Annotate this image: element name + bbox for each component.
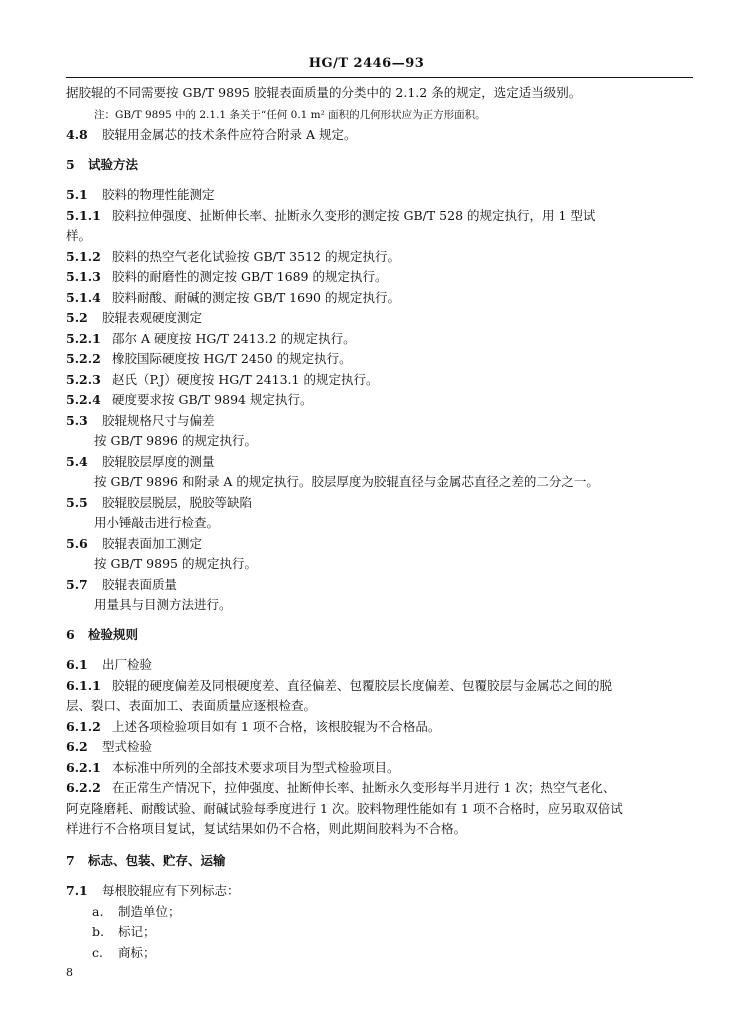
clause-5-2-3: 5.2.3 赵氏（P.J）硬度按 HG/T 2413.1 的规定执行。 [66,372,379,387]
clause-5-1-4: 5.1.4 胶料耐酸、耐碱的测定按 GB/T 1690 的规定执行。 [66,290,400,305]
clause-5-6: 5.6 胶辊表面加工测定 [66,536,203,551]
clause-6-2-2: 6.2.2 在正常生产情况下，拉伸强度、扯断伸长率、扯断永久变形每半月进行 1 次；热空气老化、 [66,780,616,795]
clause-6-2-2-continued-2: 样进行不合格项目复试，复试结果如仍不合格，则此期间胶料为不合格。 [66,821,467,836]
clause-5-1-1: 5.1.1 胶料拉伸强度、扯断伸长率、扯断永久变形的测定按 GB/T 528 的规定执行，用 1 型试 [66,208,596,223]
clause-5-5-body: 用小锤敲击进行检查。 [94,515,220,530]
clause-5-6-body: 按 GB/T 9895 的规定执行。 [94,556,257,571]
paragraph-line: 据胶辊的不同需要按 GB/T 9895 胶辊表面质量的分类中的 2.1.2 条的规定，选定适当级别。 [66,85,582,100]
header-rule [66,77,693,78]
section-6-heading: 6 检验规则 [66,627,139,642]
clause-5-5: 5.5 胶辊胶层脱层，脱胶等缺陷 [66,495,253,510]
clause-5-3-body: 按 GB/T 9896 的规定执行。 [94,433,257,448]
clause-5-7-body: 用量具与目测方法进行。 [94,597,232,612]
clause-7-1: 7.1 每根胶辊应有下列标志： [66,883,240,898]
clause-5-2-4: 5.2.4 硬度要求按 GB/T 9894 规定执行。 [66,392,313,407]
clause-5-2: 5.2 胶辊表观硬度测定 [66,310,203,325]
page-number: 8 [66,966,73,979]
clause-5-3: 5.3 胶辊规格尺寸与偏差 [66,413,215,428]
clause-5-1-1-continued: 样。 [66,228,92,243]
clause-6-1-1-continued: 层、裂口、表面加工、表面质量应逐根检查。 [66,698,317,713]
clause-5-2-1: 5.2.1 邵尔 A 硬度按 HG/T 2413.2 的规定执行。 [66,331,356,346]
clause-5-1-2: 5.1.2 胶料的热空气老化试验按 GB/T 3512 的规定执行。 [66,249,400,264]
clause-5-1: 5.1 胶料的物理性能测定 [66,187,215,202]
list-item-a: a. 制造单位； [92,904,181,919]
clause-5-2-2: 5.2.2 橡胶国际硬度按 HG/T 2450 的规定执行。 [66,351,352,366]
clause-4-8: 4.8 胶辊用金属芯的技术条件应符合附录 A 规定。 [66,127,357,142]
clause-5-1-3: 5.1.3 胶料的耐磨性的测定按 GB/T 1689 的规定执行。 [66,269,388,284]
note-line: 注：GB/T 9895 中的 2.1.1 条关于“任何 0.1 m² 面积的几何形状应为正方形面积。 [94,109,486,121]
clause-6-2: 6.2 型式检验 [66,739,153,754]
clause-6-1-2: 6.1.2 上述各项检验项目如有 1 项不合格，该根胶辊为不合格品。 [66,719,441,734]
clause-6-2-1: 6.2.1 本标准中所列的全部技术要求项目为型式检验项目。 [66,760,400,775]
section-7-heading: 7 标志、包装、贮存、运输 [66,853,226,868]
clause-6-1: 6.1 出厂检验 [66,657,153,672]
clause-5-4: 5.4 胶辊胶层厚度的测量 [66,454,215,469]
clause-6-1-1: 6.1.1 胶辊的硬度偏差及同根硬度差、直径偏差、包覆胶层长度偏差、包覆胶层与金属芯之间的脱 [66,678,613,693]
clause-5-7: 5.7 胶辊表面质量 [66,577,178,592]
list-item-b: b. 标记； [92,924,156,939]
page-header: HG/T 2446—93 [308,56,425,71]
clause-6-2-2-continued-1: 阿克隆磨耗、耐酸试验、耐碱试验每季度进行 1 次。胶料物理性能如有 1 项不合格时，应另取双倍试 [66,801,623,816]
section-5-heading: 5 试验方法 [66,157,139,172]
list-item-c: c. 商标； [92,945,156,960]
clause-5-4-body: 按 GB/T 9896 和附录 A 的规定执行。胶层厚度为胶辊直径与金属芯直径之差的二分之一。 [94,474,599,489]
